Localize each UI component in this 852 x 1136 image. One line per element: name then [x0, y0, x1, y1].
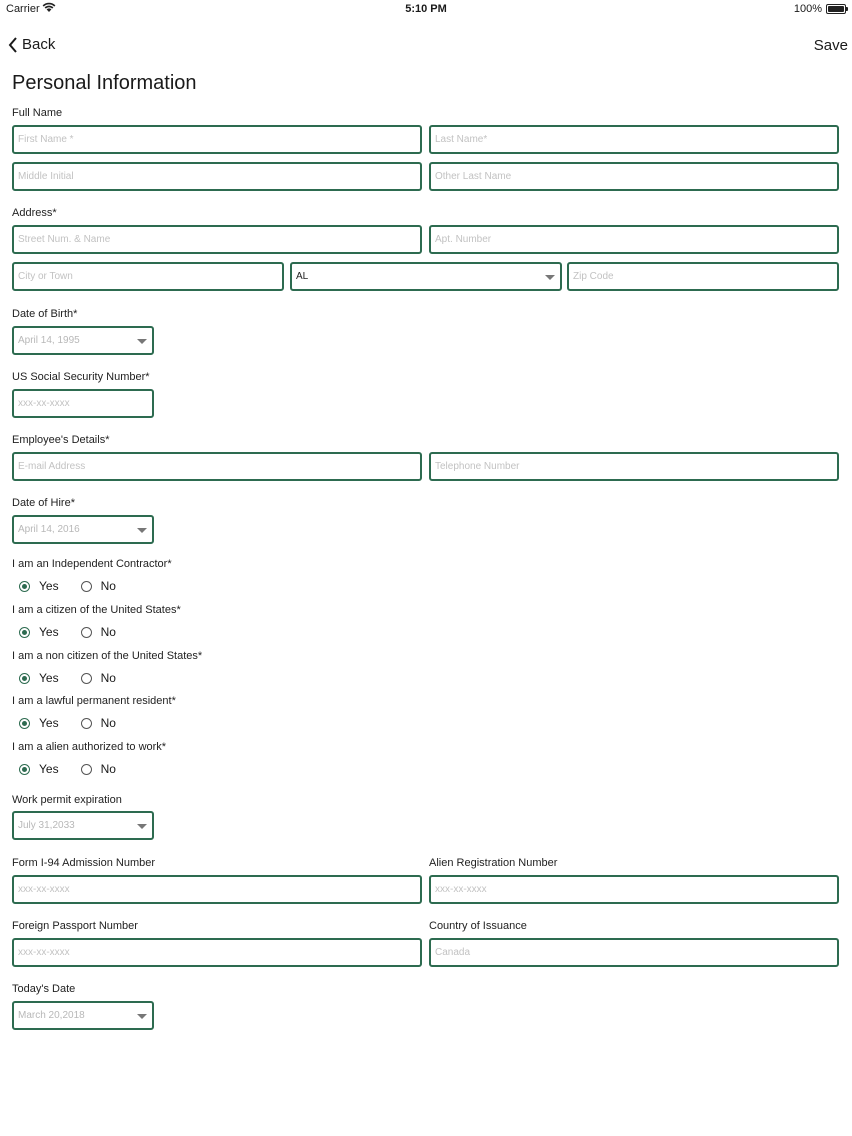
- email-field[interactable]: [12, 452, 422, 481]
- hire-value: April 14, 2016: [18, 524, 80, 535]
- apt-field[interactable]: [429, 225, 839, 254]
- ssn-field[interactable]: [12, 389, 154, 418]
- status-bar: [0, 0, 852, 18]
- country-label: Country of Issuance: [429, 920, 527, 932]
- citizen-radio-group: [19, 625, 138, 639]
- ssn-label: US Social Security Number*: [12, 371, 150, 383]
- radio-label: No: [100, 671, 116, 685]
- work-permit-label: Work permit expiration: [12, 794, 122, 806]
- battery-percent: 100%: [793, 3, 822, 15]
- i94-field[interactable]: [12, 875, 422, 904]
- question-label: I am a citizen of the United States*: [12, 604, 181, 616]
- radio-label: Yes: [39, 762, 59, 776]
- city-field[interactable]: [12, 262, 284, 291]
- alien-registration-input[interactable]: [431, 877, 837, 902]
- apt-input[interactable]: [431, 227, 837, 252]
- dob-value: April 14, 1995: [18, 335, 80, 346]
- hire-label: Date of Hire*: [12, 497, 75, 509]
- today-select[interactable]: [12, 1001, 154, 1030]
- dob-select[interactable]: [12, 326, 154, 355]
- carrier-label: Carrier: [6, 3, 40, 15]
- radio-label: Yes: [39, 579, 59, 593]
- radio-label: No: [100, 762, 116, 776]
- full-name-label: Full Name: [12, 107, 63, 119]
- non-citizen-yes-radio[interactable]: [19, 673, 30, 684]
- question-label: I am a lawful permanent resident*: [12, 695, 176, 707]
- page-title: Personal Information: [12, 72, 197, 94]
- passport-label: Foreign Passport Number: [12, 920, 138, 932]
- middle-initial-input[interactable]: [14, 164, 420, 189]
- state-value: AL: [296, 271, 309, 282]
- permanent-resident-no-radio[interactable]: [81, 718, 92, 729]
- today-value: March 20,2018: [18, 1010, 85, 1021]
- other-last-name-input[interactable]: [431, 164, 837, 189]
- caret-down-icon: [137, 824, 147, 829]
- non-citizen-radio-group: [19, 671, 138, 685]
- back-button-label: Back: [22, 36, 56, 53]
- caret-down-icon: [137, 339, 147, 344]
- street-field[interactable]: [12, 225, 422, 254]
- contractor-yes-radio[interactable]: [19, 581, 30, 592]
- chevron-left-icon: [8, 37, 18, 53]
- last-name-input[interactable]: [431, 127, 837, 152]
- radio-label: Yes: [39, 625, 59, 639]
- permanent-resident-radio-group: [19, 716, 138, 730]
- address-label: Address*: [12, 207, 57, 219]
- other-last-name-field[interactable]: [429, 162, 839, 191]
- contractor-radio-group: [19, 579, 138, 593]
- caret-down-icon: [137, 1014, 147, 1019]
- save-button[interactable]: Save: [813, 37, 848, 54]
- alien-registration-field[interactable]: [429, 875, 839, 904]
- question-label: I am a alien authorized to work*: [12, 741, 167, 753]
- passport-field[interactable]: [12, 938, 422, 967]
- first-name-input[interactable]: [14, 127, 420, 152]
- non-citizen-no-radio[interactable]: [81, 673, 92, 684]
- radio-label: No: [100, 625, 116, 639]
- back-button[interactable]: [8, 36, 55, 53]
- permanent-resident-yes-radio[interactable]: [19, 718, 30, 729]
- city-input[interactable]: [14, 264, 282, 289]
- today-label: Today's Date: [12, 983, 76, 995]
- state-select[interactable]: [290, 262, 562, 291]
- question-label: I am a non citizen of the United States*: [12, 650, 203, 662]
- citizen-yes-radio[interactable]: [19, 627, 30, 638]
- ssn-input[interactable]: [14, 391, 152, 416]
- work-permit-select[interactable]: [12, 811, 154, 840]
- dob-label: Date of Birth*: [12, 308, 78, 320]
- alien-registration-label: Alien Registration Number: [429, 857, 558, 869]
- caret-down-icon: [545, 275, 555, 280]
- radio-label: Yes: [39, 671, 59, 685]
- contractor-no-radio[interactable]: [81, 581, 92, 592]
- caret-down-icon: [137, 528, 147, 533]
- clock-label: 5:10 PM: [405, 3, 447, 15]
- zip-input[interactable]: [569, 264, 837, 289]
- citizen-no-radio[interactable]: [81, 627, 92, 638]
- i94-input[interactable]: [14, 877, 420, 902]
- zip-field[interactable]: [567, 262, 839, 291]
- country-input[interactable]: [431, 940, 837, 965]
- street-input[interactable]: [14, 227, 420, 252]
- alien-authorized-radio-group: [19, 762, 138, 776]
- phone-input[interactable]: [431, 454, 837, 479]
- radio-label: No: [100, 716, 116, 730]
- radio-label: Yes: [39, 716, 59, 730]
- alien-authorized-yes-radio[interactable]: [19, 764, 30, 775]
- passport-input[interactable]: [14, 940, 420, 965]
- first-name-field[interactable]: [12, 125, 422, 154]
- alien-authorized-no-radio[interactable]: [81, 764, 92, 775]
- battery-icon: [826, 4, 846, 14]
- email-input[interactable]: [14, 454, 420, 479]
- radio-label: No: [100, 579, 116, 593]
- employee-details-label: Employee's Details*: [12, 434, 110, 446]
- middle-initial-field[interactable]: [12, 162, 422, 191]
- hire-select[interactable]: [12, 515, 154, 544]
- i94-label: Form I-94 Admission Number: [12, 857, 156, 869]
- phone-field[interactable]: [429, 452, 839, 481]
- country-field[interactable]: [429, 938, 839, 967]
- last-name-field[interactable]: [429, 125, 839, 154]
- question-label: I am an Independent Contractor*: [12, 558, 172, 570]
- work-permit-value: July 31,2033: [18, 820, 75, 831]
